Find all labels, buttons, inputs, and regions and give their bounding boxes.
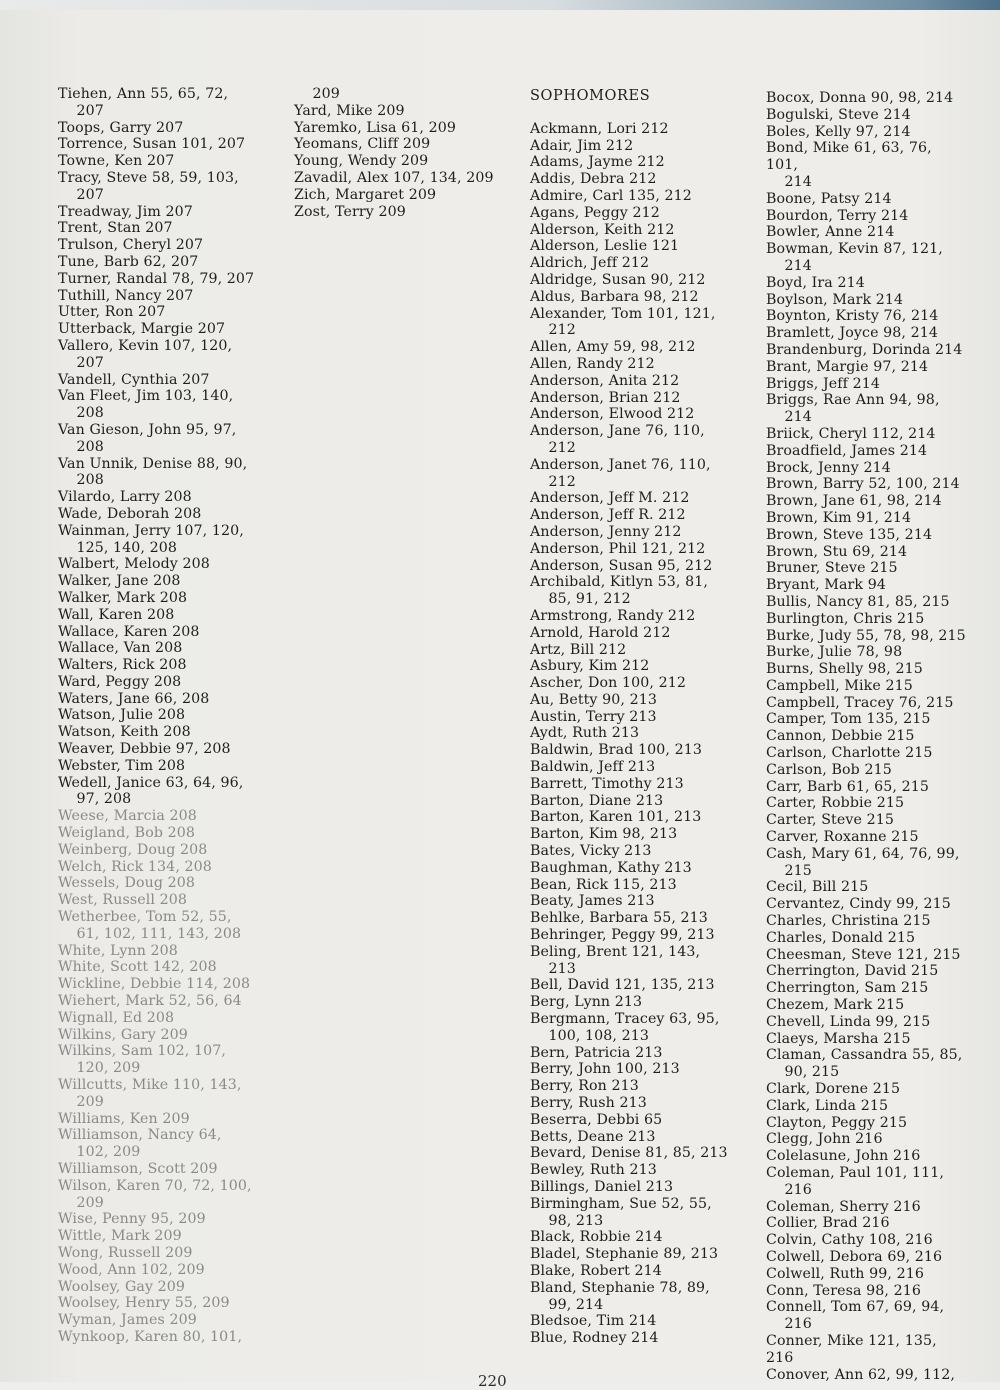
index-entry: Vandell, Cynthia 207 xyxy=(58,371,210,388)
index-entry: Aldridge, Susan 90, 212 xyxy=(530,271,706,288)
index-entry: Broadfield, James 214 xyxy=(766,442,928,459)
index-entry: Utterback, Margie 207 xyxy=(58,321,226,338)
index-entry: Beaty, James 213 xyxy=(530,893,655,910)
index-entry: Admire, Carl 135, 212 xyxy=(530,187,692,204)
index-entry: Wickline, Debbie 114, 208 xyxy=(58,976,251,993)
index-entry: Bogulski, Steve 214 xyxy=(766,106,911,123)
index-entry: Coleman, Sherry 216 xyxy=(766,1198,921,1215)
index-entry: Carter, Robbie 215 xyxy=(766,795,905,812)
index-entry: Au, Betty 90, 213 xyxy=(530,691,658,708)
index-entry: Behringer, Peggy 99, 213 xyxy=(530,927,715,944)
index-entry: Bocox, Donna 90, 98, 214 xyxy=(766,90,954,106)
index-entry: Zich, Margaret 209 xyxy=(294,186,437,203)
index-entry: Barrett, Timothy 213 xyxy=(530,775,684,792)
index-entry: Conn, Teresa 98, 216 xyxy=(766,1282,922,1299)
index-entry: Wainman, Jerry 107, 120, 125, 140, 208 xyxy=(58,522,244,556)
index-entry: Austin, Terry 213 xyxy=(530,708,657,725)
index-entry: Cervantez, Cindy 99, 215 xyxy=(766,896,951,913)
index-entry: Burke, Judy 55, 78, 98, 215 xyxy=(766,627,966,644)
index-entry: Bean, Rick 115, 213 xyxy=(530,876,677,893)
index-entry: Ward, Peggy 208 xyxy=(58,673,182,690)
index-entry: Beserra, Debbi 65 xyxy=(530,1111,663,1128)
index-column-2 xyxy=(294,86,499,220)
index-entry: Bowler, Anne 214 xyxy=(766,224,895,241)
index-entry: Brown, Barry 52, 100, 214 xyxy=(766,476,960,493)
index-entry: Vilardo, Larry 208 xyxy=(58,489,192,506)
index-entry: Bruner, Steve 215 xyxy=(766,560,898,577)
index-entry: Anderson, Janet 76, 110, 212 xyxy=(530,456,711,490)
index-entry: Bevard, Denise 81, 85, 213 xyxy=(530,1145,728,1162)
index-entry: Barton, Kim 98, 213 xyxy=(530,826,678,843)
index-entry: Blue, Rodney 214 xyxy=(530,1330,659,1347)
index-entry: Tracy, Steve 58, 59, 103, 207 xyxy=(58,169,239,203)
index-entry: Zavadil, Alex 107, 134, 209 xyxy=(294,169,494,186)
index-entry: Beling, Brent 121, 143, 213 xyxy=(530,943,701,977)
index-entry: Baughman, Kathy 213 xyxy=(530,859,692,876)
index-entry: Aydt, Ruth 213 xyxy=(530,725,640,742)
index-entry: Wedell, Janice 63, 64, 96, 97, 208 xyxy=(58,774,244,808)
index-entry: Van Fleet, Jim 103, 140, 208 xyxy=(58,388,234,422)
index-entry: Wade, Deborah 208 xyxy=(58,505,202,522)
index-entry: Ascher, Don 100, 212 xyxy=(530,675,686,692)
index-entry: Yaremko, Lisa 61, 209 xyxy=(294,119,456,136)
index-entry: Collier, Brad 216 xyxy=(766,1215,890,1232)
index-entry: Watson, Julie 208 xyxy=(58,707,186,724)
index-entry: Webster, Tim 208 xyxy=(58,757,186,774)
index-entry: Woolsey, Gay 209 xyxy=(58,1278,186,1295)
index-entry: Trent, Stan 207 xyxy=(58,220,173,237)
index-entry: Barton, Diane 213 xyxy=(530,792,664,809)
index-entry: Williamson, Nancy 64, 102, 209 xyxy=(58,1127,222,1161)
index-entry: Walker, Mark 208 xyxy=(58,589,188,606)
index-entry: Billings, Daniel 213 xyxy=(530,1179,674,1195)
index-entry: Welch, Rick 134, 208 xyxy=(58,858,212,875)
index-entry: Allen, Amy 59, 98, 212 xyxy=(530,339,696,356)
index-entry: Yeomans, Cliff 209 xyxy=(294,136,431,153)
index-entry: Alderson, Leslie 121 xyxy=(530,238,680,255)
index-entry: Clegg, John 216 xyxy=(766,1131,883,1148)
index-entry: Tuthill, Nancy 207 xyxy=(58,287,194,304)
index-entry: Chezem, Mark 215 xyxy=(766,997,905,1014)
index-entry: Woolsey, Henry 55, 209 xyxy=(58,1295,230,1312)
index-entry: Wallace, Van 208 xyxy=(58,640,183,657)
index-entry: Brown, Steve 135, 214 xyxy=(766,526,933,543)
index-entry: Cheesman, Steve 121, 215 xyxy=(766,946,961,963)
index-entry: Treadway, Jim 207 xyxy=(58,203,193,220)
index-entry: Bullis, Nancy 81, 85, 215 xyxy=(766,593,950,610)
index-entry: Chevell, Linda 99, 215 xyxy=(766,1013,931,1030)
index-entry: Asbury, Kim 212 xyxy=(530,658,650,675)
index-entry: Anderson, Brian 212 xyxy=(530,389,681,406)
index-entry: Behlke, Barbara 55, 213 xyxy=(530,910,708,927)
page-number: 220 xyxy=(478,1372,507,1390)
index-entry: Walters, Rick 208 xyxy=(58,657,187,674)
index-entry: Baldwin, Jeff 213 xyxy=(530,759,656,776)
index-entry: Artz, Bill 212 xyxy=(530,641,627,658)
index-entry: Colwell, Debora 69, 216 xyxy=(766,1248,943,1265)
index-entry: Weaver, Debbie 97, 208 xyxy=(58,741,231,758)
index-entry: Wyman, James 209 xyxy=(58,1312,197,1329)
index-entry: Turner, Randal 78, 79, 207 xyxy=(58,270,255,287)
index-entry: Carter, Steve 215 xyxy=(766,812,894,829)
index-entry: Alexander, Tom 101, 121, 212 xyxy=(530,305,716,339)
index-entry: Briick, Cheryl 112, 214 xyxy=(766,425,936,442)
index-entry: Toops, Garry 207 xyxy=(58,119,184,136)
index-entry: Wilkins, Gary 209 xyxy=(58,1026,188,1043)
index-entry: Brant, Margie 97, 214 xyxy=(766,358,929,375)
index-entry: Bell, David 121, 135, 213 xyxy=(530,977,715,994)
index-entry: Burke, Julie 78, 98 xyxy=(766,644,903,661)
index-entry: Colelasune, John 216 xyxy=(766,1148,921,1165)
index-entry: Carr, Barb 61, 65, 215 xyxy=(766,778,930,795)
index-column-1 xyxy=(58,86,258,1346)
index-entry: Anderson, Jenny 212 xyxy=(530,523,682,540)
index-entry: Coleman, Paul 101, 111, 216 xyxy=(766,1165,944,1198)
index-entry: Walbert, Melody 208 xyxy=(58,556,210,573)
index-entry: Campbell, Tracey 76, 215 xyxy=(766,694,954,711)
index-entry: Black, Robbie 214 xyxy=(530,1229,663,1246)
index-entry: Walker, Jane 208 xyxy=(58,573,181,590)
index-entry: Wall, Karen 208 xyxy=(58,606,175,623)
index-entry: Cannon, Debbie 215 xyxy=(766,728,915,745)
index-entry: Bladel, Stephanie 89, 213 xyxy=(530,1246,719,1263)
index-entry: Anderson, Jeff M. 212 xyxy=(530,490,690,507)
index-entry: White, Scott 142, 208 xyxy=(58,959,217,976)
index-entry: Young, Wendy 209 xyxy=(294,153,429,170)
index-entry: Bergmann, Tracey 63, 95, 100, 108, 213 xyxy=(530,1011,720,1044)
index-entry: Wiehert, Mark 52, 56, 64 xyxy=(58,993,242,1010)
index-entry: Tune, Barb 62, 207 xyxy=(58,253,199,270)
index-entry: Wetherbee, Tom 52, 55, 61, 102, 111, 143, 208 xyxy=(58,909,242,942)
index-entry: Brown, Jane 61, 98, 214 xyxy=(766,493,942,510)
index-entry: Clark, Linda 215 xyxy=(766,1097,889,1114)
index-entry: Wilson, Karen 70, 72, 100, 209 xyxy=(58,1177,252,1211)
index-entry: Bond, Mike 61, 63, 76, 101, 214 xyxy=(766,140,932,190)
index-entry: Boyd, Ira 214 xyxy=(766,274,865,291)
index-entry: Berg, Lynn 213 xyxy=(530,994,643,1011)
index-entry: Campbell, Mike 215 xyxy=(766,677,913,694)
index-entry: Wood, Ann 102, 209 xyxy=(58,1261,205,1278)
index-entry: Bramlett, Joyce 98, 214 xyxy=(766,325,939,342)
index-entry: Watson, Keith 208 xyxy=(58,724,191,741)
index-entry: Betts, Deane 213 xyxy=(530,1128,656,1145)
index-entry: Connell, Tom 67, 69, 94, 216 xyxy=(766,1299,945,1333)
index-entry: Colvin, Cathy 108, 216 xyxy=(766,1232,933,1249)
index-entry: Boles, Kelly 97, 214 xyxy=(766,123,911,140)
index-entry: Brock, Jenny 214 xyxy=(766,459,891,476)
index-entry: Anderson, Anita 212 xyxy=(530,372,680,389)
index-entry: Anderson, Elwood 212 xyxy=(530,406,695,423)
index-entry: Barton, Karen 101, 213 xyxy=(530,809,702,826)
index-entry: Van Gieson, John 95, 97, 208 xyxy=(58,421,237,455)
index-entry: Colwell, Ruth 99, 216 xyxy=(766,1265,924,1282)
index-entry: Adair, Jim 212 xyxy=(530,137,634,154)
index-entry: Wynkoop, Karen 80, 101, xyxy=(58,1328,243,1345)
index-entry: Claman, Cassandra 55, 85, 90, 215 xyxy=(766,1047,963,1081)
index-entry: Boylson, Mark 214 xyxy=(766,291,904,308)
index-entry: Tiehen, Ann 55, 65, 72, 207 xyxy=(58,86,229,119)
index-entry: Claeys, Marsha 215 xyxy=(766,1030,911,1047)
index-entry: 209 xyxy=(294,86,340,102)
index-entry: Wignall, Ed 208 xyxy=(58,1009,175,1026)
index-entry: Carver, Roxanne 215 xyxy=(766,829,919,846)
index-entry: Bledsoe, Tim 214 xyxy=(530,1313,657,1330)
index-entry: Bewley, Ruth 213 xyxy=(530,1162,657,1179)
index-entry: Cherrington, Sam 215 xyxy=(766,980,929,997)
index-entry: Aldus, Barbara 98, 212 xyxy=(530,288,699,305)
index-entry: Williamson, Scott 209 xyxy=(58,1161,218,1177)
index-entry: Wilkins, Sam 102, 107, 120, 209 xyxy=(58,1043,227,1077)
index-entry: Van Unnik, Denise 88, 90, 208 xyxy=(58,455,248,489)
index-entry: Bland, Stephanie 78, 89, 99, 214 xyxy=(530,1279,710,1313)
index-entry: Vallero, Kevin 107, 120, 207 xyxy=(58,337,233,371)
index-entry: Wise, Penny 95, 209 xyxy=(58,1211,206,1228)
index-entry: Brown, Kim 91, 214 xyxy=(766,509,912,526)
index-entry: Cecil, Bill 215 xyxy=(766,879,869,896)
index-entry: Anderson, Susan 95, 212 xyxy=(530,557,713,574)
index-entry: Arnold, Harold 212 xyxy=(530,624,671,641)
index-entry: Charles, Donald 215 xyxy=(766,929,916,946)
index-entry: Burlington, Chris 215 xyxy=(766,610,925,627)
index-entry: Willcutts, Mike 110, 143, 209 xyxy=(58,1077,242,1110)
index-entry: Trulson, Cheryl 207 xyxy=(58,237,204,254)
index-entry: Carlson, Bob 215 xyxy=(766,761,892,778)
index-entry: Berry, Ron 213 xyxy=(530,1078,639,1095)
index-entry: Weigland, Bob 208 xyxy=(58,825,196,842)
index-entry: Cash, Mary 61, 64, 76, 99, 215 xyxy=(766,845,960,879)
index-entry: Bryant, Mark 94 xyxy=(766,577,886,594)
index-entry: Anderson, Phil 121, 212 xyxy=(530,540,706,557)
index-entry: Addis, Debra 212 xyxy=(530,171,657,188)
index-entry: Bowman, Kevin 87, 121, 214 xyxy=(766,241,943,274)
index-entry: Camper, Tom 135, 215 xyxy=(766,711,931,728)
index-entry: Briggs, Rae Ann 94, 98, 214 xyxy=(766,392,940,426)
index-entry: Cherrington, David 215 xyxy=(766,963,939,980)
index-entry: Burns, Shelly 98, 215 xyxy=(766,661,923,678)
index-entry: Clark, Dorene 215 xyxy=(766,1081,901,1098)
index-column-4 xyxy=(766,90,966,1383)
index-entry: Anderson, Jeff R. 212 xyxy=(530,507,686,524)
index-entry: Brown, Stu 69, 214 xyxy=(766,543,908,560)
index-entry: Berry, John 100, 213 xyxy=(530,1061,680,1078)
index-entry: Agans, Peggy 212 xyxy=(530,204,660,221)
index-entry: Weinberg, Doug 208 xyxy=(58,841,208,858)
index-entry: Blake, Robert 214 xyxy=(530,1262,662,1279)
index-entry: Ackmann, Lori 212 xyxy=(530,120,669,137)
index-entry: Brandenburg, Dorinda 214 xyxy=(766,341,963,358)
index-entry: West, Russell 208 xyxy=(58,892,187,909)
index-entry: Towne, Ken 207 xyxy=(58,153,175,170)
section-heading-sophomores: SOPHOMORES xyxy=(530,88,651,104)
index-entry: Baldwin, Brad 100, 213 xyxy=(530,742,702,759)
page-edge-strip xyxy=(0,0,1000,10)
index-entry: Zost, Terry 209 xyxy=(294,203,406,220)
index-entry: Utter, Ron 207 xyxy=(58,304,166,321)
index-entry: Weese, Marcia 208 xyxy=(58,808,197,825)
index-entry: Alderson, Keith 212 xyxy=(530,221,675,238)
index-entry: Clayton, Peggy 215 xyxy=(766,1114,908,1131)
index-entry: Conner, Mike 121, 135, 216 xyxy=(766,1332,942,1366)
index-entry: White, Lynn 208 xyxy=(58,942,178,959)
index-entry: Williams, Ken 209 xyxy=(58,1110,190,1127)
index-entry: Yard, Mike 209 xyxy=(294,102,405,119)
index-entry: Torrence, Susan 101, 207 xyxy=(58,136,246,153)
index-entry: Wong, Russell 209 xyxy=(58,1244,193,1261)
index-entry: Charles, Christina 215 xyxy=(766,913,931,930)
index-column-3 xyxy=(530,88,730,1347)
index-entry: Aldrich, Jeff 212 xyxy=(530,255,650,272)
index-entry: Wessels, Doug 208 xyxy=(58,875,196,892)
index-entry: Berry, Rush 213 xyxy=(530,1095,647,1112)
index-entry: Briggs, Jeff 214 xyxy=(766,375,880,392)
index-entry: Conover, Ann 62, 99, 112, xyxy=(766,1366,955,1383)
index-entry: Bourdon, Terry 214 xyxy=(766,207,909,224)
index-entry: Bern, Patricia 213 xyxy=(530,1044,663,1061)
index-entry: Birmingham, Sue 52, 55, 98, 213 xyxy=(530,1195,712,1229)
index-entry: Carlson, Charlotte 215 xyxy=(766,745,933,762)
index-entry: Anderson, Jane 76, 110, 212 xyxy=(530,423,705,456)
index-entry: Waters, Jane 66, 208 xyxy=(58,690,210,707)
index-entry: Boynton, Kristy 76, 214 xyxy=(766,308,939,325)
index-entry: Adams, Jayme 212 xyxy=(530,154,665,171)
index-entry: Archibald, Kitlyn 53, 81, 85, 91, 212 xyxy=(530,574,709,608)
index-entry: Boone, Patsy 214 xyxy=(766,190,892,207)
index-entry: Bates, Vicky 213 xyxy=(530,843,652,860)
index-entry: Wittle, Mark 209 xyxy=(58,1228,182,1245)
index-entry: Wallace, Karen 208 xyxy=(58,623,200,640)
index-entry: Armstrong, Randy 212 xyxy=(530,607,696,624)
index-entry: Allen, Randy 212 xyxy=(530,355,655,372)
